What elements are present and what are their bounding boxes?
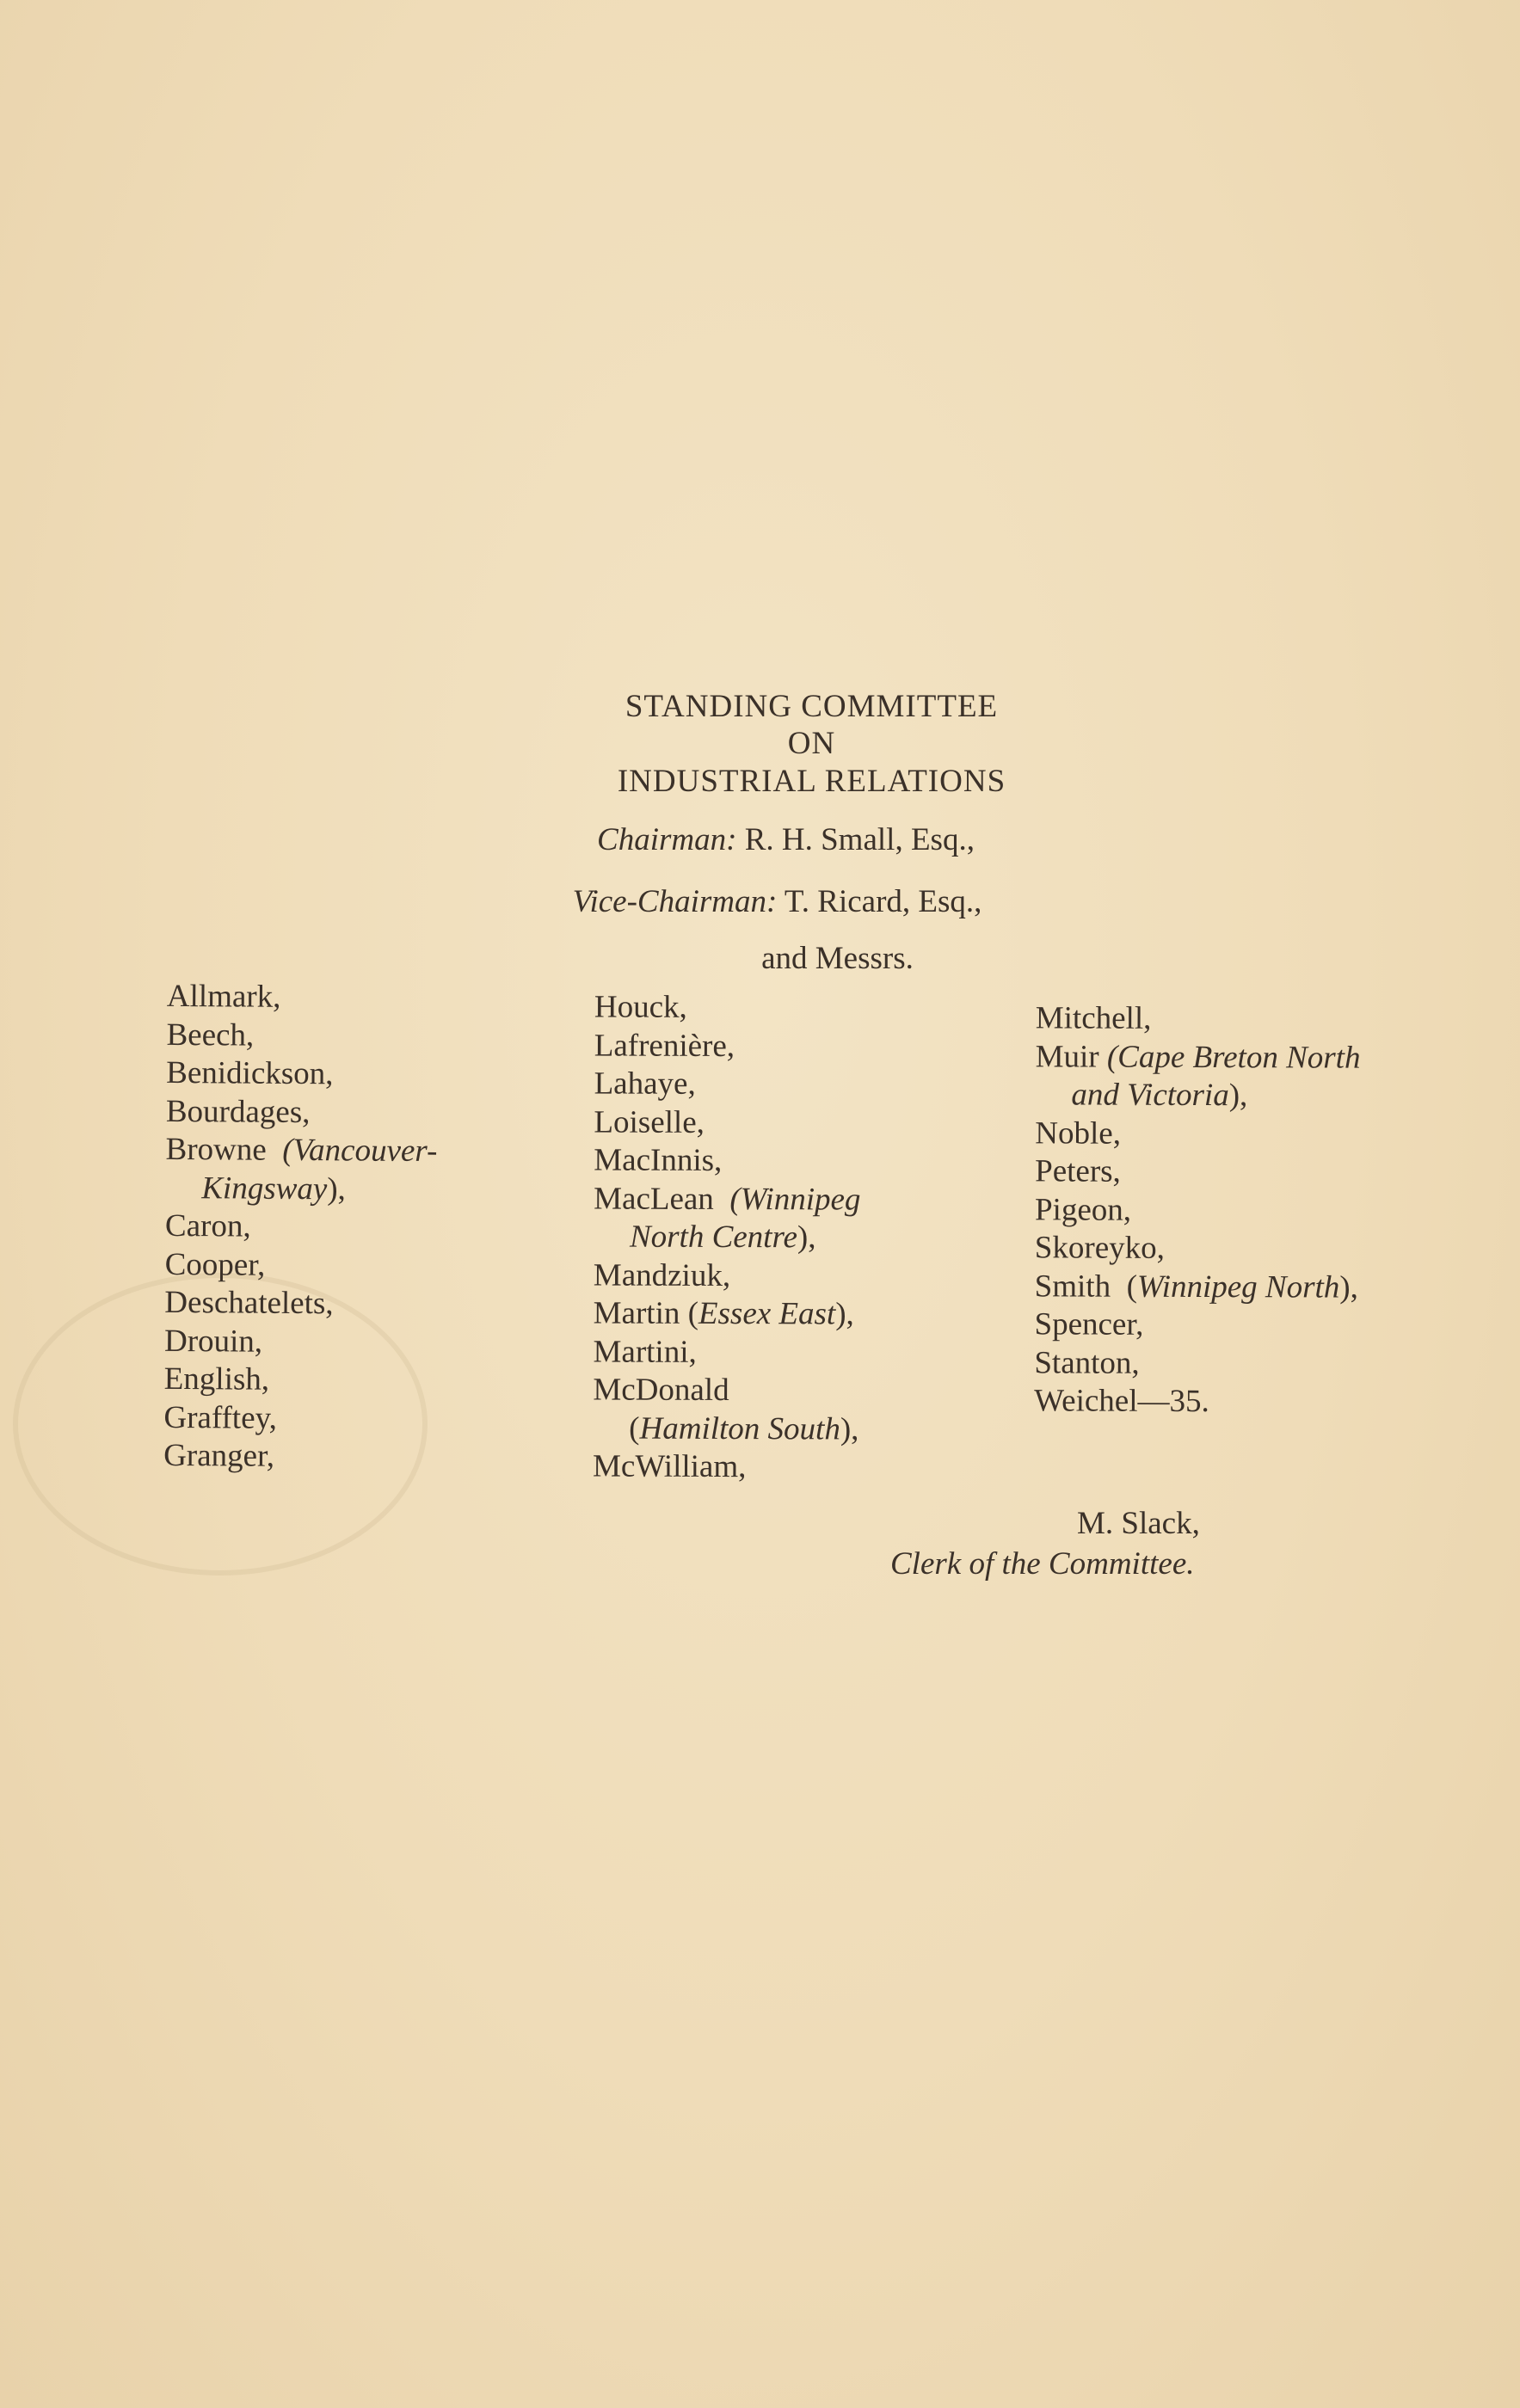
- riding-close: ),: [797, 1219, 816, 1256]
- heading-industrial-relations: INDUSTRIAL RELATIONS: [617, 764, 1006, 799]
- vice-chairman-name: T. Ricard, Esq.,: [784, 884, 982, 919]
- member-name: Martin (Essex East),: [593, 1295, 854, 1332]
- member-name: Mandziuk,: [593, 1256, 731, 1293]
- riding-close: ),: [1339, 1269, 1358, 1305]
- member-name: Pigeon,: [1034, 1191, 1132, 1228]
- member-name: [165, 1131, 437, 1171]
- member-surname: Browne: [165, 1131, 267, 1168]
- member-name: Lahaye,: [594, 1066, 696, 1102]
- members-column-right: [1034, 999, 1361, 1422]
- member-name: Smith (Winnipeg North),: [1034, 1268, 1358, 1305]
- member-name: MacInnis,: [594, 1142, 723, 1178]
- member-surname: Muir: [1035, 1038, 1099, 1075]
- member-riding-continuation: [594, 1218, 860, 1257]
- member-name: Beech,: [166, 1017, 255, 1054]
- member-name: Peters,: [1035, 1153, 1121, 1189]
- member-name: Granger,: [163, 1437, 275, 1474]
- member-name: Weichel—35.: [1034, 1383, 1209, 1420]
- member-name: Spencer,: [1034, 1306, 1144, 1342]
- member-name: Loiselle,: [594, 1103, 705, 1140]
- member-riding-continuation: [1035, 1076, 1360, 1115]
- member-name: McWilliam,: [593, 1448, 747, 1485]
- member-surname: Smith: [1034, 1268, 1111, 1305]
- member-riding: Essex East: [698, 1295, 836, 1332]
- vice-chairman-role: Vice-Chairman:: [572, 884, 778, 919]
- member-riding-continuation: [165, 1169, 437, 1209]
- riding-close: ),: [835, 1296, 854, 1332]
- member-name: Martini,: [593, 1333, 697, 1370]
- member-name: Noble,: [1035, 1115, 1122, 1152]
- member-name: Houck,: [594, 989, 687, 1025]
- riding-close: ),: [327, 1170, 347, 1207]
- heading-on: ON: [787, 726, 836, 761]
- member-surname: Martin: [593, 1295, 680, 1331]
- member-riding: Winnipeg North: [1136, 1268, 1340, 1305]
- member-riding: (Cape Breton North: [1106, 1039, 1361, 1076]
- clerk-title: Clerk of the Committee.: [890, 1546, 1195, 1582]
- and-messrs: and Messrs.: [761, 941, 914, 976]
- member-riding: and Victoria: [1071, 1077, 1229, 1114]
- member-name: Benidickson,: [166, 1054, 334, 1092]
- member-name: [594, 1180, 860, 1219]
- riding-close: ),: [1228, 1078, 1248, 1114]
- clerk-name: M. Slack,: [1077, 1506, 1200, 1541]
- member-surname: MacLean: [594, 1180, 714, 1217]
- vice-chairman-line: [17, 883, 1520, 920]
- member-riding: Hamilton South: [639, 1410, 840, 1447]
- member-name: Skoreyko,: [1034, 1230, 1165, 1266]
- member-name: McDonald: [593, 1372, 729, 1409]
- riding-close: ),: [840, 1410, 859, 1447]
- member-riding: (Winnipeg: [729, 1181, 861, 1218]
- member-riding: Kingsway: [201, 1170, 328, 1207]
- heading-standing-committee: STANDING COMMITTEE: [625, 689, 999, 724]
- chairman-role: Chairman:: [597, 822, 737, 857]
- member-riding: (Vancouver-: [282, 1132, 438, 1170]
- member-riding-continuation: (Hamilton South),: [629, 1410, 859, 1447]
- member-name: [1036, 1038, 1361, 1078]
- member-name: Stanton,: [1034, 1344, 1140, 1381]
- member-name: English,: [163, 1361, 270, 1398]
- chairman-line: [26, 821, 1520, 858]
- members-column-left: [163, 978, 439, 1477]
- member-name: Lafrenière,: [594, 1027, 735, 1064]
- member-name: Caron,: [164, 1207, 251, 1244]
- member-name: Drouin,: [163, 1323, 263, 1360]
- member-name: Bourdages,: [165, 1093, 311, 1130]
- chairman-name: R. H. Small, Esq.,: [744, 822, 975, 857]
- member-name: Allmark,: [166, 978, 281, 1015]
- member-name: Mitchell,: [1035, 1000, 1152, 1036]
- members-column-middle: [593, 988, 861, 1487]
- member-name: Deschatelets,: [164, 1284, 334, 1322]
- member-name: Cooper,: [164, 1246, 266, 1283]
- member-riding: North Centre: [629, 1219, 798, 1256]
- member-name: Grafftey,: [163, 1399, 278, 1436]
